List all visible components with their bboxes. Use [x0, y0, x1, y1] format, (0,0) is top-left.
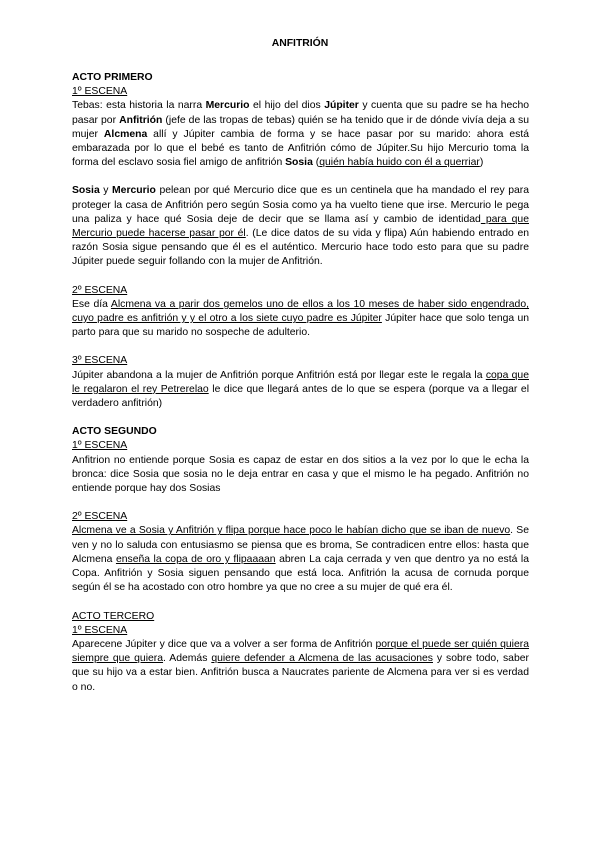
act-1-scene-1-label: 1º ESCENA — [72, 86, 128, 98]
act-1-section — [72, 71, 529, 411]
act-2-scene-1-label: 1º ESCENA — [72, 440, 128, 452]
text-run: abren La caja cerrada y ven que dentro ya no está la Copa. Anfitrión y Sosia siguen pensando que está loca. Anfitrión la acusa de cornuda porque según él se ha acostado con otro hombre ya que no cree a su mujer de qué era él. — [72, 553, 529, 594]
act-1-scene-1-paragraph-2 — [72, 184, 529, 269]
act-1-scene-1-paragraph-1 — [72, 99, 529, 170]
document-body — [72, 71, 529, 709]
character-name: Mercurio — [205, 100, 250, 112]
character-name: Sosia — [72, 185, 100, 197]
underlined-text: quién había huido con él a querriar — [319, 157, 480, 169]
text-run: y — [99, 185, 113, 197]
text-run: Ese día — [72, 298, 111, 310]
character-name: Júpiter — [324, 100, 359, 112]
underlined-text: Alcmena va a parir dos gemelos uno de ellos a los 10 meses de haber sido engendrado, cuyo padre es anfitrión y y el otro a los siete cuyo padre es Júpiter — [72, 298, 530, 325]
act-3-scene-1-label: 1º ESCENA — [72, 624, 128, 636]
character-name: Alcmena — [103, 128, 148, 140]
text-run: le dice que llegará antes de lo que se espera (porque va a llegar el verdadero anfitrión) — [72, 383, 529, 410]
text-run: y cuenta que su padre se ha hecho pasar por — [72, 100, 529, 126]
text-run: . (Le dice datos de su vida y flipa) Aún habiendo entrado en razón Sosia sigue pensando que él es el auténtico. Mercurio hace todo esto para que su padre Júpiter puede seguir follando con la mujer de Anfitrión. — [72, 228, 530, 268]
underlined-text: enseña la copa de oro y flipaaaan — [115, 553, 276, 565]
underlined-text: porque el puede ser quién quiera siempre que quiera — [72, 638, 530, 665]
character-name: Mercurio — [112, 185, 156, 197]
act-2-scene-1-paragraph: Anfitrion no entiende porque Sosia es capaz de estar en dos sitios a la vez por lo que le echa la bronca: dice Sosia que sosia no le deja entrar en casa y que el mismo le ha pegado. Anfitrión no entiende porque hay dos Sosias — [72, 454, 529, 495]
text-run: Tebas: esta historia la narra — [72, 100, 206, 112]
text-run: allí y Júpiter cambia de forma y se hace pasar por su marido: ahora está embarazada por lo que el bebé es tanto de Anfitrión cómo de Júpiter.Su hijo Mercurio toma la forma del esclavo sosia fiel amigo de anfitrión — [72, 128, 529, 169]
act-2-section — [72, 425, 529, 595]
text-run: Júpiter hace que solo tenga un parto para que su marido no sospeche de adulterio. — [72, 313, 529, 339]
underlined-text: quiere defender a Alcmena de las acusaciones — [211, 653, 433, 665]
act-3-heading: ACTO TERCERO — [72, 610, 155, 622]
text-run: ( — [312, 157, 320, 169]
text-run: Aparecene Júpiter y dice que va a volver a ser forma de Anfitrión — [72, 638, 376, 650]
text-run: el hijo del dios — [249, 100, 325, 112]
underlined-text: para que Mercurio puede hacerse pasar por él — [72, 213, 529, 240]
act-2-scene-2-paragraph — [72, 524, 529, 595]
character-name: Anfitrión — [119, 114, 163, 126]
text-run: pelean por qué Mercurio dice que es un centinela que ha mandado el rey para proteger la casa de Anfitrión pero según Sosia como ya ha vuelto tiene que irse. Mercurio le pega una paliza y hace qué Sosia deje de decir que se llama así y cambio de identidad — [72, 185, 529, 225]
character-name: Sosia — [285, 157, 313, 169]
act-1-heading: ACTO PRIMERO — [72, 72, 153, 83]
underlined-text: Alcmena ve a Sosia y Anfitrión y flipa porque hace poco le habían dicho que se iban de nuevo — [72, 525, 511, 537]
act-3-scene-1-paragraph — [72, 638, 529, 695]
text-run: ) — [479, 157, 484, 169]
text-run: . Se ven y no lo saluda con entusiasmo se piensa que es broma, Se contradicen entre ellos: hasta que Alcmena — [72, 525, 529, 565]
document-title: ANFITRIÓN — [271, 38, 329, 49]
act-1-scene-3-label: 3º ESCENA — [72, 355, 128, 367]
act-2-heading: ACTO SEGUNDO — [72, 426, 157, 438]
act-2-scene-2-label: 2º ESCENA — [72, 511, 128, 523]
text-run: (jefe de las tropas de tebas) quién se ha tenido que ir de dónde vivía deja a su mujer — [72, 114, 529, 140]
underlined-text: copa que le regalaron el rey Petrerelao — [72, 369, 529, 395]
text-run: . Además — [163, 653, 212, 665]
act-1-scene-2-paragraph — [72, 298, 529, 341]
act-3-section — [72, 610, 529, 695]
act-1-scene-3-paragraph — [72, 369, 529, 412]
act-1-scene-2-label: 2º ESCENA — [72, 284, 128, 296]
text-run: Júpiter abandona a la mujer de Anfitrión porque Anfitrión está por llegar este le regala la — [72, 369, 486, 381]
text-run: y sobre todo, saber que su hijo va a estar bien. Anfitrión busca a Naucrates pariente de Alcmena para ver si es verdad o no. — [72, 653, 529, 693]
